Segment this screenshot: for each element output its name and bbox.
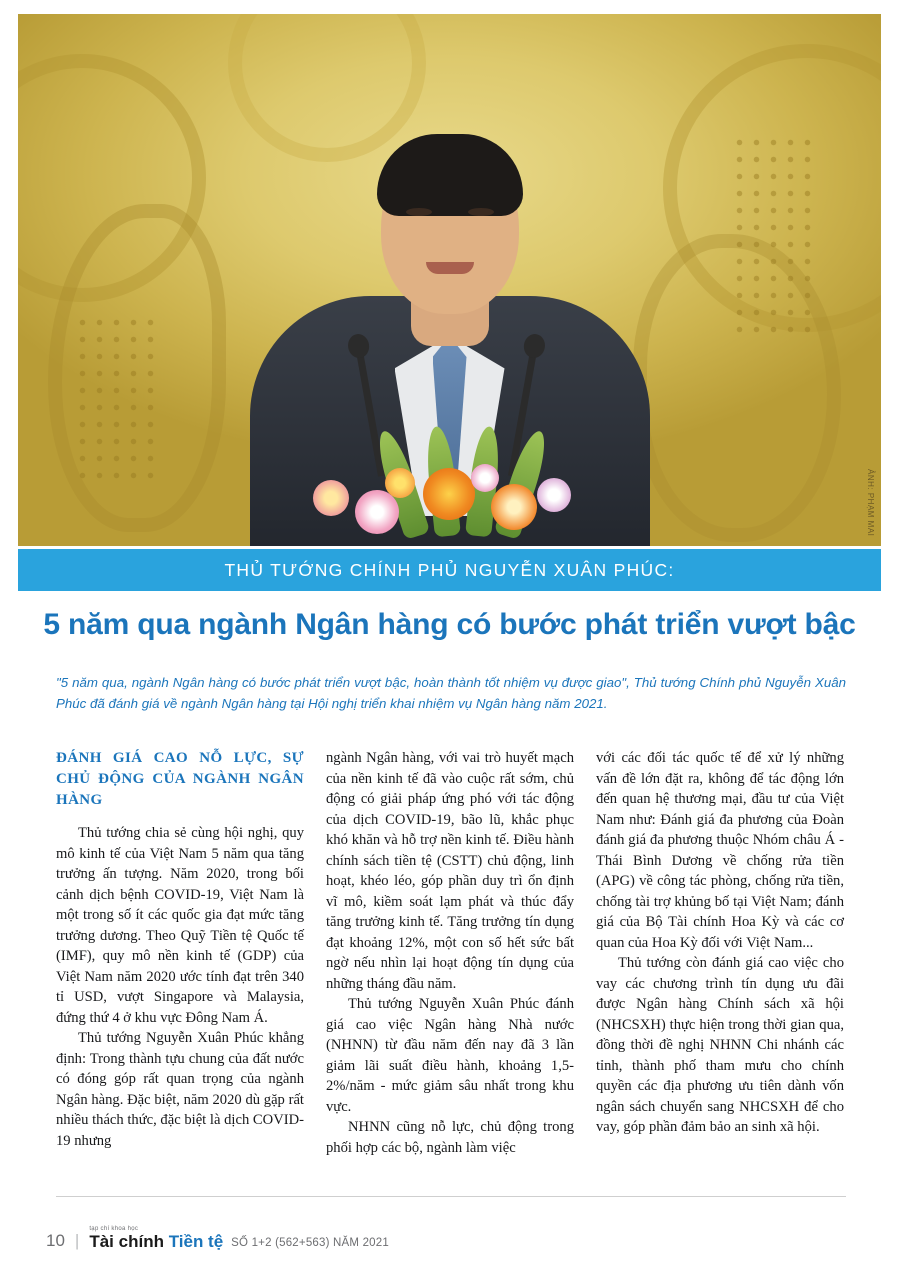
hair-shape — [377, 134, 523, 216]
eye-shape — [406, 208, 432, 216]
column-3 — [596, 748, 844, 1178]
flower-shape — [491, 484, 537, 530]
eye-shape — [468, 208, 494, 216]
hero-photo — [18, 14, 881, 546]
footer-separator: | — [74, 1231, 80, 1250]
magazine-logo-title — [89, 1232, 223, 1251]
decorative-dots — [731, 134, 821, 334]
paragraph: Thủ tướng Nguyễn Xuân Phúc đánh giá cao việc Ngân hàng Nhà nước (NHNN) từ đầu năm đến nay đã 3 lần giảm lãi suất điều hành, khoảng 1,5-2%/năm - mức giảm sâu nhất trong khu vực. — [326, 996, 574, 1115]
flower-shape — [537, 478, 571, 512]
paragraph: Thủ tướng chia sẻ cùng hội nghị, quy mô kinh tế của Việt Nam 5 năm qua tăng trưởng ấn tượng. Năm 2020, trong bối cảnh dịch bệnh COVID-19, Việt Nam là một trong số ít các quốc gia đạt mức tăng trưởng dương. Theo Quỹ Tiền tệ Quốc tế (IMF), quy mô nền kinh tế (GDP) của Việt Nam năm 2020 ước tính đạt trên 340 tỉ USD, vượt Singapore và Malaysia, đứng thứ 4 ở khu vực Đông Nam Á. — [56, 825, 304, 1026]
column-2 — [326, 748, 574, 1178]
magazine-logo — [89, 1226, 223, 1251]
issue-info: SỐ 1+2 (562+563) NĂM 2021 — [231, 1237, 389, 1249]
flower-shape — [385, 468, 415, 498]
flower-shape — [423, 468, 475, 520]
footer-divider — [56, 1196, 846, 1197]
page-title: 5 năm qua ngành Ngân hàng có bước phát triển vượt bậc — [43, 608, 856, 641]
column-1 — [56, 748, 304, 1178]
section-kicker: ĐÁNH GIÁ CAO NỖ LỰC, SỰ CHỦ ĐỘNG CỦA NGÀNH NGÂN HÀNG — [56, 750, 304, 808]
magazine-logo-title-part1: Tài chính — [89, 1232, 169, 1251]
paragraph: Thủ tướng Nguyễn Xuân Phúc khẳng định: Trong thành tựu chung của đất nước có đóng góp rất quan trọng của ngành Ngân hàng. Đặc biệt, năm 2020 dù gặp rất nhiều thách thức, đặc biệt là dịch COVID-19 nhưng — [56, 1030, 304, 1149]
speaker-banner-text: THỦ TƯỚNG CHÍNH PHỦ NGUYỄN XUÂN PHÚC: — [224, 559, 675, 580]
mouth-shape — [426, 262, 474, 274]
magazine-logo-tagline: tạp chí khoa học — [89, 1226, 139, 1232]
page-number: 10 — [46, 1231, 65, 1250]
magazine-logo-title-part2: Tiền tệ — [168, 1232, 224, 1251]
flower-arrangement — [285, 416, 615, 546]
paragraph: với các đối tác quốc tế để xử lý những vấn đề lớn đặt ra, không để tác động lớn đến quan hệ thương mại, đầu tư của Việt Nam như: Đánh giá đa phương của Đoàn đánh giá đa phương thuộc Nhóm châu Á - Thái Bình Dương về chống rửa tiền (APG) về công tác phòng, chống rửa tiền, chống tài trợ khủng bố tại Việt Nam; đánh giá của Bộ Tài chính Hoa Kỳ và các cơ quan của Hoa Kỳ đối với Việt Nam... — [596, 750, 844, 951]
photo-credit: ẢNH: PHẠM MAI — [866, 468, 875, 536]
standfirst: "5 năm qua, ngành Ngân hàng có bước phát triển vượt bậc, hoàn thành tốt nhiệm vụ được giao", Thủ tướng Chính phủ Nguyễn Xuân Phúc đã đánh giá về ngành Ngân hàng tại Hội nghị triển khai nhiệm vụ Ngân hàng năm 2021. — [56, 675, 846, 711]
paragraph: Thủ tướng còn đánh giá cao việc cho vay các chương trình tín dụng ưu đãi được Ngân hàng Chính sách xã hội (NHCSXH) thực hiện trong thời gian qua, đồng thời đề nghị NHNN Chi nhánh các tỉnh, thành phố tham mưu cho chính quyền các địa phương ưu tiên dành vốn ngân sách chuyển sang NHCSXH để cho vay, góp phần đảm bảo an sinh xã hội. — [596, 955, 844, 1135]
paragraph: NHNN cũng nỗ lực, chủ động trong phối hợp các bộ, ngành làm việc — [326, 1119, 574, 1156]
decorative-dots — [74, 314, 164, 484]
page-footer — [46, 1226, 389, 1251]
flower-shape — [313, 480, 349, 516]
article-body — [56, 748, 846, 1178]
paragraph: ngành Ngân hàng, với vai trò huyết mạch của nền kinh tế đã vào cuộc rất sớm, chủ động có giải pháp ứng phó với tác động của dịch COVID-19, bão lũ, khắc phục khó khăn và hỗ trợ nền kinh tế. Điều hành chính sách tiền tệ (CSTT) chủ động, linh hoạt, khéo léo, góp phần duy trì ổn định vĩ mô, kiềm soát lạm phát và thúc đẩy tăng trưởng kinh tế. Tăng trưởng tín dụng đạt khoảng 12%, một con số hết sức bất ngờ nếu nhìn lại hoạt động tín dụng của những tháng đầu năm. — [326, 750, 574, 992]
flower-shape — [355, 490, 399, 534]
flower-shape — [471, 464, 499, 492]
speaker-banner — [18, 549, 881, 591]
